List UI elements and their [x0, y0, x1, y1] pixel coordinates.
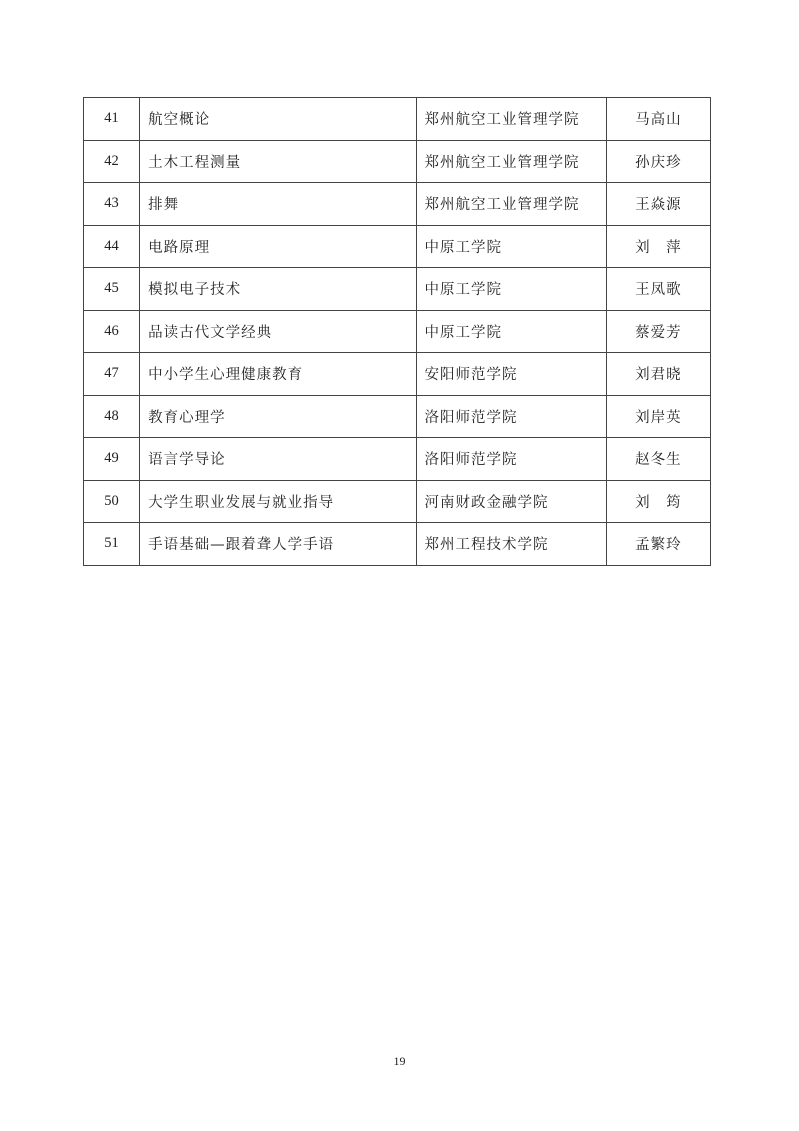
course-name: 土木工程测量 — [140, 140, 416, 183]
school-name: 洛阳师范学院 — [416, 395, 606, 438]
course-name: 排舞 — [140, 183, 416, 226]
row-number: 49 — [84, 438, 140, 481]
course-table — [83, 97, 711, 566]
table-row — [84, 225, 711, 268]
table-row — [84, 395, 711, 438]
school-name: 郑州航空工业管理学院 — [416, 140, 606, 183]
teacher-name: 蔡爱芳 — [606, 310, 710, 353]
school-name: 河南财政金融学院 — [416, 480, 606, 523]
teacher-name: 马高山 — [606, 98, 710, 141]
table-row — [84, 268, 711, 311]
course-name: 教育心理学 — [140, 395, 416, 438]
school-name: 洛阳师范学院 — [416, 438, 606, 481]
course-name: 电路原理 — [140, 225, 416, 268]
teacher-name: 王凤歌 — [606, 268, 710, 311]
teacher-name: 刘君晓 — [606, 353, 710, 396]
row-number: 51 — [84, 523, 140, 566]
course-name: 模拟电子技术 — [140, 268, 416, 311]
course-name: 品读古代文学经典 — [140, 310, 416, 353]
teacher-name: 刘 筠 — [606, 480, 710, 523]
teacher-name: 孟繁玲 — [606, 523, 710, 566]
school-name: 安阳师范学院 — [416, 353, 606, 396]
school-name: 郑州航空工业管理学院 — [416, 98, 606, 141]
course-name: 中小学生心理健康教育 — [140, 353, 416, 396]
course-name: 手语基础—跟着聋人学手语 — [140, 523, 416, 566]
row-number: 50 — [84, 480, 140, 523]
school-name: 中原工学院 — [416, 310, 606, 353]
school-name: 中原工学院 — [416, 268, 606, 311]
school-name: 郑州工程技术学院 — [416, 523, 606, 566]
row-number: 48 — [84, 395, 140, 438]
table-row — [84, 310, 711, 353]
course-name: 语言学导论 — [140, 438, 416, 481]
table-row — [84, 523, 711, 566]
row-number: 42 — [84, 140, 140, 183]
teacher-name: 王焱源 — [606, 183, 710, 226]
row-number: 44 — [84, 225, 140, 268]
table-body — [84, 98, 711, 566]
row-number: 43 — [84, 183, 140, 226]
table-row — [84, 183, 711, 226]
course-name: 大学生职业发展与就业指导 — [140, 480, 416, 523]
course-name: 航空概论 — [140, 98, 416, 141]
row-number: 45 — [84, 268, 140, 311]
school-name: 中原工学院 — [416, 225, 606, 268]
page-number: 19 — [393, 1054, 406, 1068]
table-row — [84, 353, 711, 396]
teacher-name: 刘 萍 — [606, 225, 710, 268]
row-number: 46 — [84, 310, 140, 353]
row-number: 47 — [84, 353, 140, 396]
school-name: 郑州航空工业管理学院 — [416, 183, 606, 226]
teacher-name: 赵冬生 — [606, 438, 710, 481]
table-row — [84, 98, 711, 141]
teacher-name: 刘岸英 — [606, 395, 710, 438]
table-row — [84, 140, 711, 183]
teacher-name: 孙庆珍 — [606, 140, 710, 183]
row-number: 41 — [84, 98, 140, 141]
table-row — [84, 480, 711, 523]
table-row — [84, 438, 711, 481]
